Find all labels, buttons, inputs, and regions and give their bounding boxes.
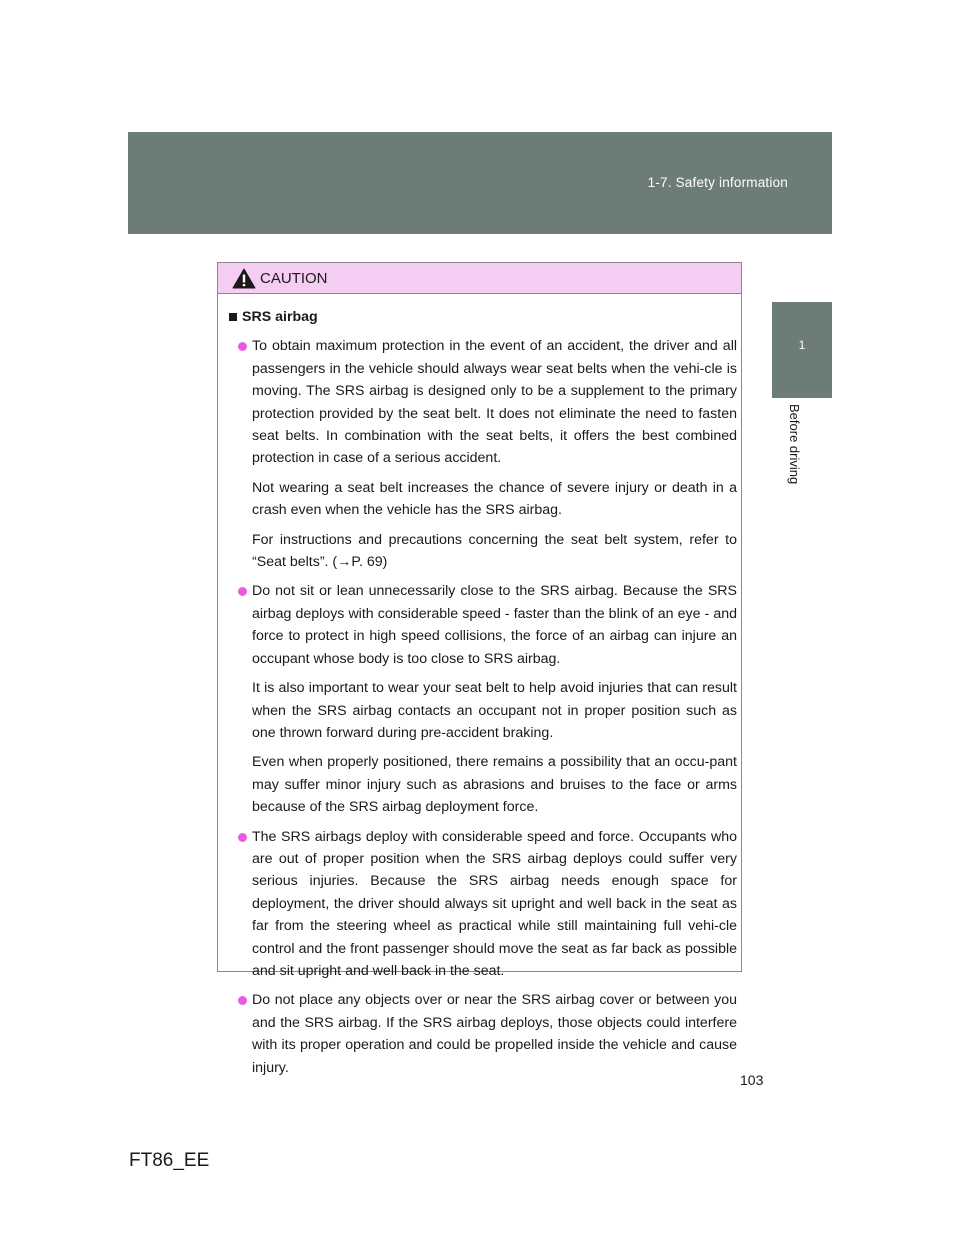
bullet-item xyxy=(228,335,737,573)
section-title: 1-7. Safety information xyxy=(647,175,788,190)
chapter-tab xyxy=(772,302,832,398)
paragraph: It is also important to wear your seat belt to help avoid injuries that can result when the SRS airbag contacts an occupant not in proper position such as one thrown forward during pre-accident braking. xyxy=(252,680,737,741)
section-heading xyxy=(228,306,737,328)
bullet-dot-icon xyxy=(238,587,247,596)
square-bullet-icon xyxy=(229,313,237,321)
caution-box xyxy=(217,262,742,1076)
warning-triangle-icon xyxy=(232,268,256,289)
caution-title: CAUTION xyxy=(260,270,328,287)
paragraph: Do not sit or lean unnecessarily close to the SRS airbag. Because the SRS airbag deploys with considerable speed - faster than the blink of an eye - and force to protect in high speed collisions, the force of an airbag can injure an occupant whose body is too close to SRS airbag. xyxy=(252,583,737,667)
paragraph: Do not place any objects over or near the SRS airbag cover or between you and the SRS airbag. If the SRS airbag deploys, those objects could interfere with its proper operation and could be propelled inside the vehicle and cause injury. xyxy=(252,992,737,1076)
header-band xyxy=(128,132,832,234)
page-number: 103 xyxy=(740,1072,764,1088)
paragraph: To obtain maximum protection in the event of an accident, the driver and all passengers in the vehicle should always wear seat belts when the vehi-cle is moving. The SRS airbag is designed only to be a supplement to the primary protection provided by the seat belt. It does not eliminate the need to fasten seat belts. In combination with the seat belts, it offers the best combined protection in case of a serious accident. xyxy=(252,338,737,467)
bullet-dot-icon xyxy=(238,996,247,1005)
chapter-label: Before driving xyxy=(787,404,802,485)
bullet-item xyxy=(228,989,737,1079)
document-code: FT86_EE xyxy=(129,1150,210,1171)
bullet-dot-icon xyxy=(238,342,247,351)
chapter-number: 1 xyxy=(798,338,806,352)
paragraph: Not wearing a seat belt increases the chance of severe injury or death in a crash even when the vehicle has the SRS airbag. xyxy=(252,479,737,519)
paragraph: For instructions and precautions concerning the seat belt system, refer to “Seat belts”. (→P. 69) xyxy=(252,531,737,571)
bullet-item xyxy=(228,826,737,983)
bullet-dot-icon xyxy=(238,833,247,842)
paragraph: The SRS airbags deploy with considerable speed and force. Occupants who are out of proper position when the SRS airbag deploys could suffer very serious injuries. Because the SRS airbag needs enough space for deployment, the driver should always sit upright and well back in the seat as far from the steering wheel as practical while still maintaining full vehi-cle control and the front passenger should move the seat as far back as possible and sit upright and well back in the seat. xyxy=(252,828,737,979)
caution-body xyxy=(218,294,741,1079)
caution-header xyxy=(218,263,741,294)
paragraph: Even when properly positioned, there remains a possibility that an occu-pant may suffer minor injury such as abrasions and bruises to the face or arms because of the SRS airbag deployment force. xyxy=(252,754,737,816)
section-heading-text: SRS airbag xyxy=(242,309,318,325)
bullet-item xyxy=(228,580,737,818)
